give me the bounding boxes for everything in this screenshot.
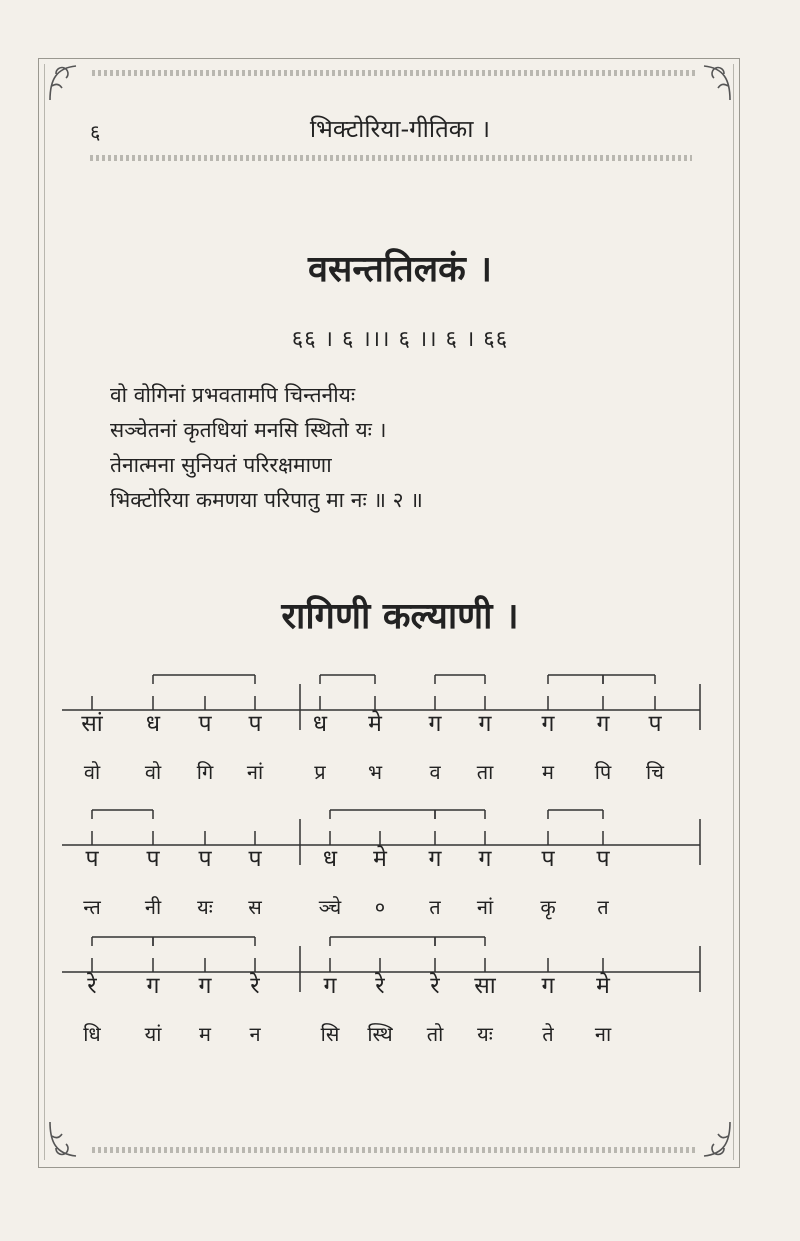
lyric-syllable: कृ: [540, 895, 556, 919]
note-symbol: ग: [541, 973, 555, 999]
raga-heading: रागिणी कल्याणी ।: [281, 596, 519, 637]
note-symbol: ग: [478, 846, 492, 872]
note-symbol: ग: [198, 973, 212, 999]
lyric-syllable: नां: [476, 895, 494, 919]
page-number: ६: [90, 120, 101, 144]
lyric-syllable: व: [429, 760, 441, 784]
note-symbol: प: [648, 711, 662, 737]
verse-line: तेनात्मना सुनियतं परिरक्षमाणा: [110, 453, 332, 477]
running-header: भिक्टोरिया-गीतिका ।: [309, 115, 491, 143]
note-symbol: सां: [81, 711, 103, 737]
lyric-syllable: त: [429, 895, 441, 919]
lyric-syllable: सि: [320, 1022, 340, 1046]
note-symbol: प: [198, 711, 212, 737]
note-symbol: ध: [145, 711, 161, 737]
lyric-syllable: ता: [476, 760, 494, 784]
note-symbol: रे: [430, 973, 440, 999]
lyric-syllable: यां: [144, 1022, 162, 1046]
note-symbol: ध: [322, 846, 338, 872]
lyric-syllable: यः: [477, 1022, 493, 1046]
note-symbol: ग: [428, 846, 442, 872]
meter-title: वसन्ततिलकं ।: [307, 249, 493, 290]
lyric-syllable: गि: [196, 760, 214, 784]
note-symbol: ग: [428, 711, 442, 737]
note-symbol: ग: [541, 711, 555, 737]
verse-block: [110, 378, 710, 518]
corner-ornament-icon: [46, 1118, 90, 1162]
corner-ornament-icon: [690, 60, 734, 104]
lyric-syllable: प्र: [314, 760, 326, 784]
lyric-syllable: नां: [246, 760, 264, 784]
note-symbol: रे: [375, 973, 385, 999]
note-symbol: प: [248, 846, 262, 872]
lyric-syllable: त: [597, 895, 609, 919]
lyric-syllable: चि: [646, 760, 664, 784]
note-symbol: ग: [478, 711, 492, 737]
note-symbol: प: [248, 711, 262, 737]
lyric-syllable: स: [248, 895, 262, 919]
note-symbol: प: [146, 846, 160, 872]
lyric-syllable: यः: [197, 895, 213, 919]
lyric-syllable: वो: [144, 760, 162, 784]
lyric-syllable: स्थि: [367, 1022, 393, 1046]
lyric-syllable: न: [249, 1022, 261, 1046]
note-symbol: मे: [368, 711, 382, 737]
lyric-syllable: न्त: [83, 895, 101, 919]
note-symbol: सा: [474, 973, 496, 999]
note-symbol: प: [541, 846, 555, 872]
bottom-ornament-line: [92, 1147, 698, 1153]
note-symbol: प: [596, 846, 610, 872]
notation-row: [0, 805, 800, 935]
meter-pattern: ६६ । ६ ।।। ६ ।। ६ । ६६: [291, 327, 509, 352]
lyric-syllable: तो: [426, 1022, 444, 1046]
lyric-syllable: ञ्चे: [318, 895, 342, 919]
note-symbol: ध: [312, 711, 328, 737]
lyric-syllable: ०: [374, 895, 386, 919]
lyric-syllable: भ: [367, 760, 383, 784]
note-symbol: प: [198, 846, 212, 872]
lyric-syllable: म: [542, 760, 554, 784]
lyric-syllable: पि: [594, 760, 612, 784]
lyric-syllable: धि: [83, 1022, 101, 1046]
lyric-syllable: ना: [594, 1022, 612, 1046]
corner-ornament-icon: [690, 1118, 734, 1162]
lyric-syllable: वो: [83, 760, 101, 784]
lyric-syllable: नी: [144, 895, 162, 919]
note-symbol: रे: [250, 973, 260, 999]
note-symbol: मे: [596, 973, 610, 999]
top-ornament-line: [92, 70, 698, 76]
note-symbol: ग: [146, 973, 160, 999]
verse-line: वो वोगिनां प्रभवतामपि चिन्तनीयः: [110, 383, 356, 407]
notation-row: [0, 670, 800, 800]
note-symbol: ग: [596, 711, 610, 737]
lyric-syllable: म: [199, 1022, 211, 1046]
note-symbol: रे: [87, 973, 97, 999]
corner-ornament-icon: [46, 60, 90, 104]
notation-row: [0, 932, 800, 1062]
note-symbol: मे: [373, 846, 387, 872]
verse-line: भिक्टोरिया कमणया परिपातु मा नः ॥ २ ॥: [110, 488, 423, 512]
header-ornament-line: [90, 155, 692, 161]
note-symbol: प: [85, 846, 99, 872]
note-symbol: ग: [323, 973, 337, 999]
lyric-syllable: ते: [542, 1022, 554, 1046]
verse-line: सञ्चेतनां कृतधियां मनसि स्थितो यः ।: [110, 418, 387, 442]
